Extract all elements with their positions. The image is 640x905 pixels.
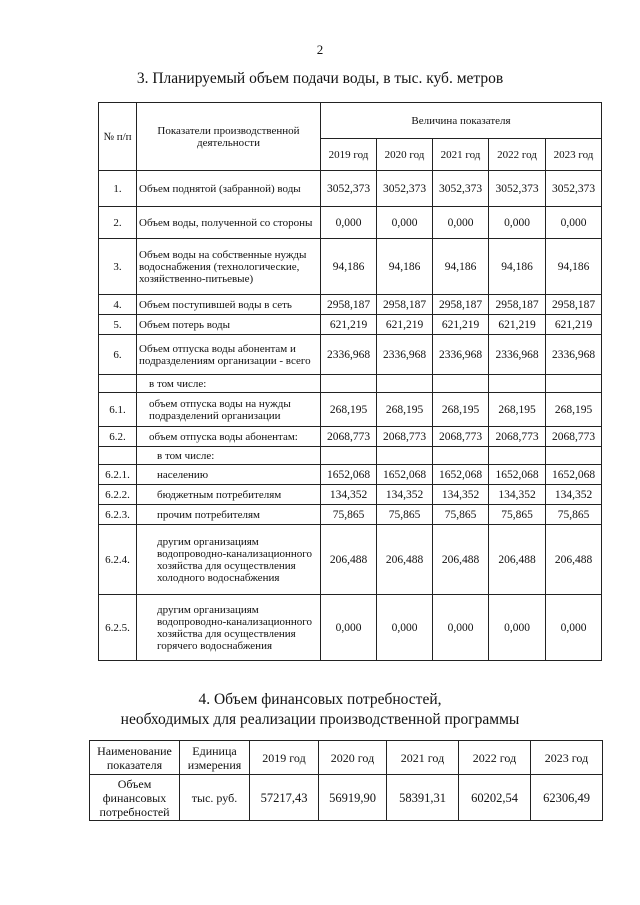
row-label: другим организациям водопроводно-канализационного хозяйства для осуществления холодного водоснабжения xyxy=(137,525,321,595)
table-row xyxy=(99,465,602,485)
row-value: 2958,187 xyxy=(489,295,546,315)
header-value-group: Величина показателя xyxy=(321,103,602,139)
row-value: 0,000 xyxy=(321,595,377,661)
row-value xyxy=(377,375,433,393)
row-num: 4. xyxy=(99,295,137,315)
table-row xyxy=(99,295,602,315)
row-value: 2336,968 xyxy=(321,335,377,375)
header-year: 2019 год xyxy=(321,139,377,171)
row-value xyxy=(546,447,602,465)
row-value: 3052,373 xyxy=(546,171,602,207)
row-label: Объем потерь воды xyxy=(137,315,321,335)
row-value: 206,488 xyxy=(377,525,433,595)
table-row xyxy=(99,505,602,525)
row-value xyxy=(321,375,377,393)
row-value: 621,219 xyxy=(321,315,377,335)
row-value: 58391,31 xyxy=(387,775,459,821)
row-num: 3. xyxy=(99,239,137,295)
row-num: 1. xyxy=(99,171,137,207)
row-value: 2958,187 xyxy=(377,295,433,315)
row-num: 6.2.3. xyxy=(99,505,137,525)
row-value: 621,219 xyxy=(489,315,546,335)
row-num: 6.2.2. xyxy=(99,485,137,505)
row-label: прочим потребителям xyxy=(137,505,321,525)
header-year: 2019 год xyxy=(250,741,319,775)
row-value: 0,000 xyxy=(433,207,489,239)
row-value: 75,865 xyxy=(546,505,602,525)
row-value xyxy=(377,447,433,465)
row-value xyxy=(433,375,489,393)
row-value: 75,865 xyxy=(321,505,377,525)
row-value: 0,000 xyxy=(377,207,433,239)
row-value: 0,000 xyxy=(546,595,602,661)
row-num: 6.2. xyxy=(99,427,137,447)
row-value: 268,195 xyxy=(433,393,489,427)
row-label: бюджетным потребителям xyxy=(137,485,321,505)
row-label: населению xyxy=(137,465,321,485)
row-value: 134,352 xyxy=(489,485,546,505)
row-value: 94,186 xyxy=(489,239,546,295)
header-year: 2023 год xyxy=(531,741,603,775)
row-value: 62306,49 xyxy=(531,775,603,821)
row-unit: тыс. руб. xyxy=(180,775,250,821)
row-value: 2336,968 xyxy=(546,335,602,375)
row-label: Объем отпуска воды абонентам и подразделениям организации - всего xyxy=(137,335,321,375)
row-label: объем отпуска воды на нужды подразделений организации xyxy=(137,393,321,427)
row-label: другим организациям водопроводно-канализационного хозяйства для осуществления горячего водоснабжения xyxy=(137,595,321,661)
row-value: 1652,068 xyxy=(321,465,377,485)
row-value: 1652,068 xyxy=(489,465,546,485)
header-year: 2022 год xyxy=(489,139,546,171)
row-num: 6.1. xyxy=(99,393,137,427)
row-value: 134,352 xyxy=(433,485,489,505)
row-value: 206,488 xyxy=(489,525,546,595)
water-supply-table xyxy=(98,102,602,661)
row-label: в том числе: xyxy=(137,447,321,465)
financial-needs-table xyxy=(89,740,603,821)
table-row xyxy=(99,393,602,427)
page-number: 2 xyxy=(316,42,324,57)
row-value: 1652,068 xyxy=(546,465,602,485)
row-value: 60202,54 xyxy=(459,775,531,821)
row-num: 6. xyxy=(99,335,137,375)
row-value: 134,352 xyxy=(321,485,377,505)
row-value: 206,488 xyxy=(321,525,377,595)
row-value: 2068,773 xyxy=(377,427,433,447)
table-row xyxy=(99,427,602,447)
table-row xyxy=(99,335,602,375)
row-value: 94,186 xyxy=(546,239,602,295)
table-row xyxy=(99,315,602,335)
row-num: 6.2.4. xyxy=(99,525,137,595)
row-label: объем отпуска воды абонентам: xyxy=(137,427,321,447)
row-value: 1652,068 xyxy=(433,465,489,485)
row-value: 268,195 xyxy=(377,393,433,427)
row-value: 2336,968 xyxy=(433,335,489,375)
table-row xyxy=(99,485,602,505)
row-num: 6.2.1. xyxy=(99,465,137,485)
row-label: Объем поднятой (забранной) воды xyxy=(137,171,321,207)
header-year: 2021 год xyxy=(387,741,459,775)
row-value: 206,488 xyxy=(433,525,489,595)
row-value: 621,219 xyxy=(546,315,602,335)
row-value: 57217,43 xyxy=(250,775,319,821)
row-value: 268,195 xyxy=(489,393,546,427)
table-row xyxy=(99,171,602,207)
row-value: 3052,373 xyxy=(489,171,546,207)
row-value: 3052,373 xyxy=(321,171,377,207)
row-label: Объем воды, полученной со стороны xyxy=(137,207,321,239)
row-value: 75,865 xyxy=(377,505,433,525)
row-value xyxy=(489,375,546,393)
row-value: 0,000 xyxy=(546,207,602,239)
row-value xyxy=(321,447,377,465)
row-value: 2068,773 xyxy=(546,427,602,447)
header-unit: Единица измерения xyxy=(180,741,250,775)
row-value: 268,195 xyxy=(321,393,377,427)
row-value: 0,000 xyxy=(321,207,377,239)
row-num xyxy=(99,447,137,465)
row-value: 621,219 xyxy=(433,315,489,335)
row-name: Объем финансовых потребностей xyxy=(90,775,180,821)
row-value: 3052,373 xyxy=(433,171,489,207)
header-year: 2020 год xyxy=(377,139,433,171)
header-year: 2020 год xyxy=(319,741,387,775)
row-value: 56919,90 xyxy=(319,775,387,821)
row-value: 2336,968 xyxy=(377,335,433,375)
row-value: 2068,773 xyxy=(489,427,546,447)
row-value xyxy=(546,375,602,393)
row-num xyxy=(99,375,137,393)
row-value: 621,219 xyxy=(377,315,433,335)
header-year: 2021 год xyxy=(433,139,489,171)
row-value: 0,000 xyxy=(489,207,546,239)
row-value: 94,186 xyxy=(377,239,433,295)
header-year: 2022 год xyxy=(459,741,531,775)
table-row xyxy=(99,447,602,465)
header-num: № п/п xyxy=(99,103,137,171)
table-row xyxy=(99,375,602,393)
row-value: 2336,968 xyxy=(489,335,546,375)
row-value: 94,186 xyxy=(433,239,489,295)
row-num: 5. xyxy=(99,315,137,335)
row-value: 2958,187 xyxy=(433,295,489,315)
section3-title: 3. Планируемый объем подачи воды, в тыс. куб. метров xyxy=(136,70,504,87)
row-value: 75,865 xyxy=(489,505,546,525)
table-row xyxy=(99,595,602,661)
header-year: 2023 год xyxy=(546,139,602,171)
row-value xyxy=(489,447,546,465)
section4-title-line1: 4. Объем финансовых потребностей, xyxy=(198,691,442,708)
section4-title xyxy=(0,690,640,730)
row-label: Объем поступившей воды в сеть xyxy=(137,295,321,315)
table-row xyxy=(99,239,602,295)
row-value: 2068,773 xyxy=(433,427,489,447)
header-name: Наименование показателя xyxy=(90,741,180,775)
row-value: 75,865 xyxy=(433,505,489,525)
section4-title-line2: необходимых для реализации производственной программы xyxy=(120,711,520,728)
row-value: 134,352 xyxy=(377,485,433,505)
row-value xyxy=(433,447,489,465)
row-label: в том числе: xyxy=(137,375,321,393)
row-value: 0,000 xyxy=(489,595,546,661)
table-row xyxy=(99,525,602,595)
row-label: Объем воды на собственные нужды водоснабжения (технологические, хозяйственно-питьевые) xyxy=(137,239,321,295)
header-indicator: Показатели производственной деятельности xyxy=(137,103,321,171)
table-row xyxy=(99,207,602,239)
row-value: 268,195 xyxy=(546,393,602,427)
row-num: 6.2.5. xyxy=(99,595,137,661)
row-value: 2068,773 xyxy=(321,427,377,447)
row-value: 2958,187 xyxy=(321,295,377,315)
row-value: 1652,068 xyxy=(377,465,433,485)
row-value: 134,352 xyxy=(546,485,602,505)
row-value: 2958,187 xyxy=(546,295,602,315)
row-value: 94,186 xyxy=(321,239,377,295)
row-value: 0,000 xyxy=(377,595,433,661)
row-value: 3052,373 xyxy=(377,171,433,207)
row-value: 0,000 xyxy=(433,595,489,661)
row-value: 206,488 xyxy=(546,525,602,595)
row-num: 2. xyxy=(99,207,137,239)
